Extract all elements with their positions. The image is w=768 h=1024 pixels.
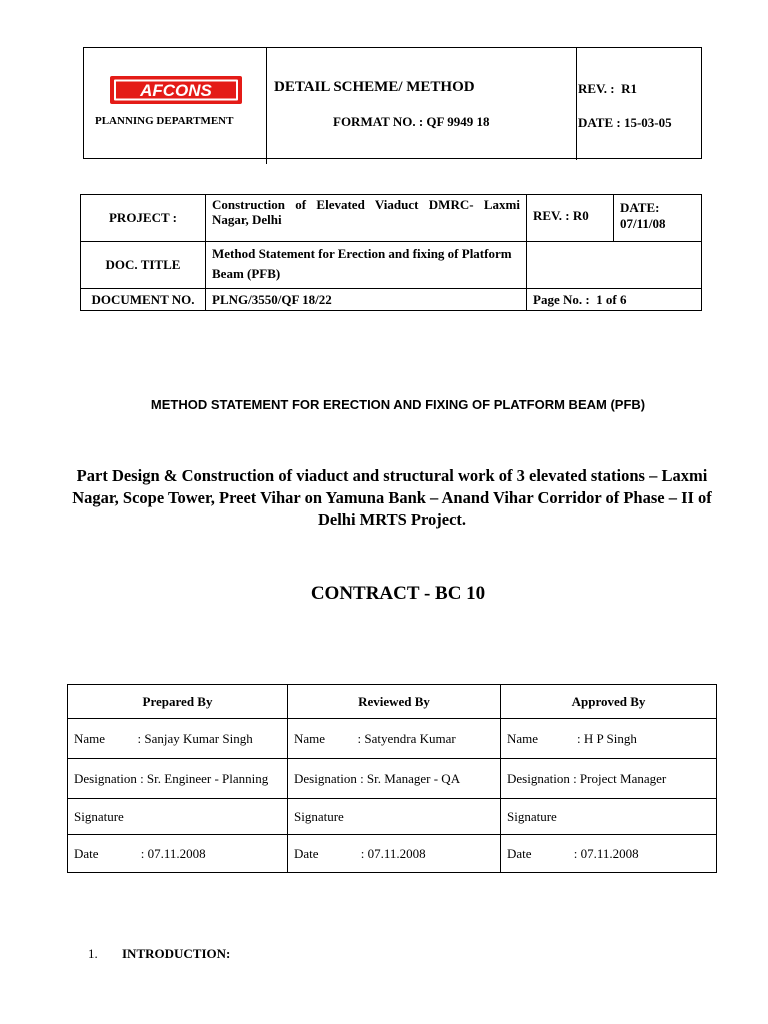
header-revision: REV. : R1 <box>578 81 637 96</box>
reviewed-by-header: Reviewed By <box>288 685 501 719</box>
doc-title-empty-cell <box>527 242 702 289</box>
document-no-value: PLNG/3550/QF 18/22 <box>206 289 527 311</box>
project-revision: REV. : R0 <box>527 195 614 242</box>
header-divider <box>266 48 267 164</box>
page-number: Page No. : 1 of 6 <box>527 289 702 311</box>
format-number: FORMAT NO. : QF 9949 18 <box>333 114 490 129</box>
approved-by-date: Date : 07.11.2008 <box>501 835 717 873</box>
section-number: 1. <box>88 946 98 961</box>
prepared-by-signature: Signature <box>68 799 288 835</box>
contract-number: CONTRACT - BC 10 <box>310 583 486 604</box>
scope-heading: Part Design & Construction of viaduct and structural work of 3 elevated stations – Laxmi Nagar, Scope Tower, Preet Vihar on Yamuna Bank – Anand Vihar Corridor of Phase – II of Delhi MRTS Project. <box>72 466 712 529</box>
project-info-table <box>80 194 702 311</box>
header-divider <box>576 48 577 160</box>
prepared-by-date: Date : 07.11.2008 <box>68 835 288 873</box>
project-label: PROJECT : <box>81 195 206 242</box>
reviewed-by-signature: Signature <box>288 799 501 835</box>
approved-by-name: Name : H P Singh <box>501 719 717 759</box>
reviewed-by-date: Date : 07.11.2008 <box>288 835 501 873</box>
header-box <box>83 47 702 159</box>
prepared-by-header: Prepared By <box>68 685 288 719</box>
approved-by-signature: Signature <box>501 799 717 835</box>
reviewed-by-designation: Designation : Sr. Manager - QA <box>288 759 501 799</box>
project-date: DATE: 07/11/08 <box>614 195 702 242</box>
document-no-label: DOCUMENT NO. <box>81 289 206 311</box>
doc-title-value: Method Statement for Erection and fixing of Platform Beam (PFB) <box>206 242 527 289</box>
department-label: PLANNING DEPARTMENT <box>95 115 234 127</box>
svg-text:AFCONS: AFCONS <box>140 81 212 100</box>
reviewed-by-name: Name : Satyendra Kumar <box>288 719 501 759</box>
approval-table <box>67 684 717 873</box>
prepared-by-designation: Designation : Sr. Engineer - Planning <box>68 759 288 799</box>
approved-by-designation: Designation : Project Manager <box>501 759 717 799</box>
document-type-title: DETAIL SCHEME/ METHOD <box>274 79 475 95</box>
prepared-by-name: Name : Sanjay Kumar Singh <box>68 719 288 759</box>
afcons-logo <box>109 75 243 105</box>
approved-by-header: Approved By <box>501 685 717 719</box>
doc-title-label: DOC. TITLE <box>81 242 206 289</box>
method-statement-heading: METHOD STATEMENT FOR ERECTION AND FIXING OF PLATFORM BEAM (PFB) <box>150 397 646 412</box>
header-date: DATE : 15-03-05 <box>578 115 672 130</box>
section-title: INTRODUCTION: <box>122 946 231 961</box>
project-value: Construction of Elevated Viaduct DMRC- Laxmi Nagar, Delhi <box>206 195 527 242</box>
